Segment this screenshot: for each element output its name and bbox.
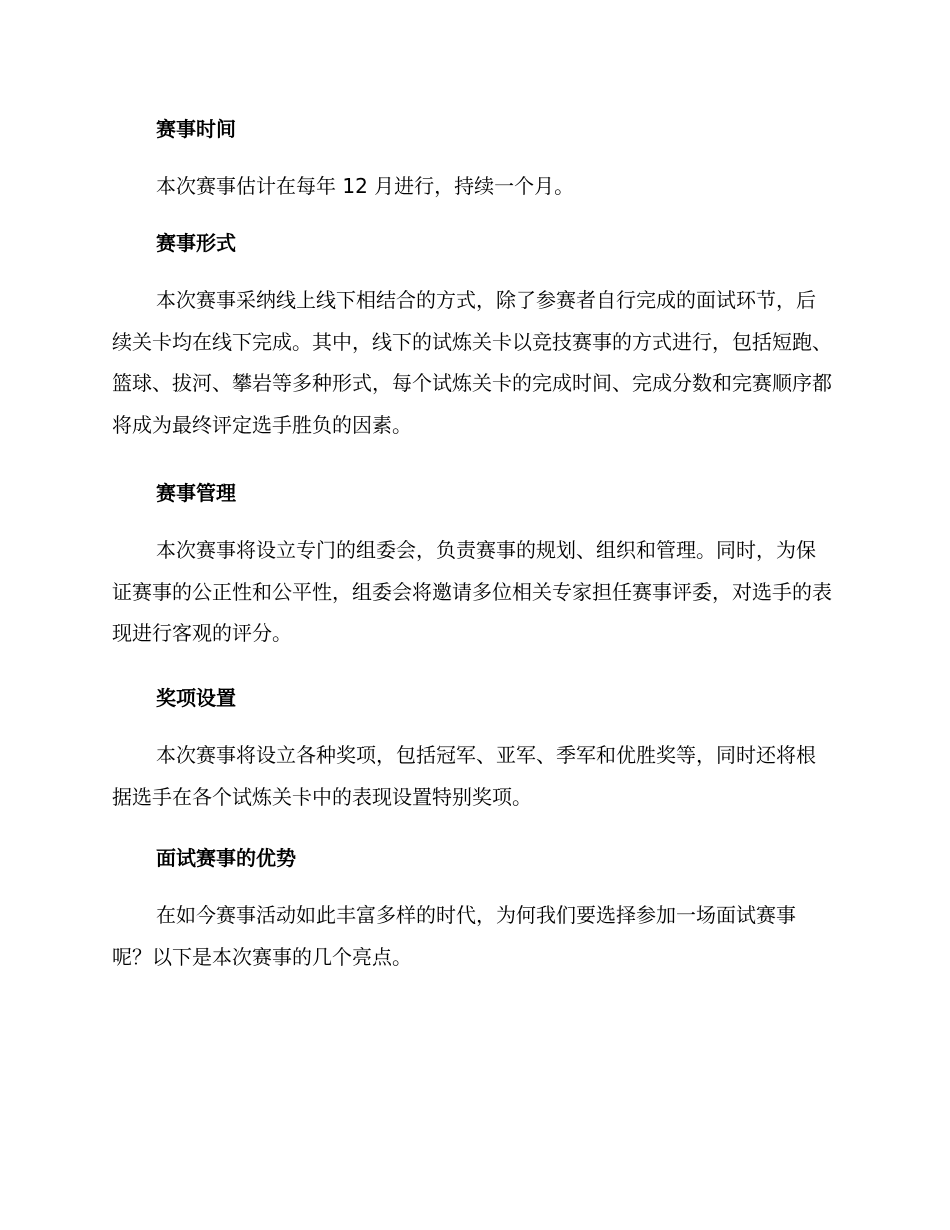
section-heading-event-format: 赛事形式 bbox=[156, 231, 236, 255]
section-body-event-management: 本次赛事将设立专门的组委会，负责赛事的规划、组织和管理。同时，为保证赛事的公正性和公平性，组委会将邀请多位相关专家担任赛事评委，对选手的表现进行客观的评分。 bbox=[112, 538, 832, 645]
section-heading-event-time: 赛事时间 bbox=[156, 117, 236, 141]
section-heading-event-management: 赛事管理 bbox=[156, 481, 236, 505]
section-heading-awards: 奖项设置 bbox=[156, 686, 236, 710]
section-body-awards: 本次赛事将设立各种奖项，包括冠军、亚军、季军和优胜奖等，同时还将根据选手在各个试炼关卡中的表现设置特别奖项。 bbox=[112, 743, 816, 809]
section-body-event-format: 本次赛事采纳线上线下相结合的方式，除了参赛者自行完成的面试环节，后续关卡均在线下完成。其中，线下的试炼关卡以竞技赛事的方式进行，包括短跑、篮球、拔河、攀岩等多种形式，每个试炼关卡的完成时间、完成分数和完赛顺序都将成为最终评定选手胜负的因素。 bbox=[112, 288, 832, 437]
section-heading-interview-advantages: 面试赛事的优势 bbox=[156, 846, 296, 870]
section-body-event-time: 本次赛事估计在每年 12 月进行，持续一个月。 bbox=[156, 174, 575, 198]
section-body-interview-advantages: 在如今赛事活动如此丰富多样的时代，为何我们要选择参加一场面试赛事呢？以下是本次赛事的几个亮点。 bbox=[112, 903, 796, 969]
